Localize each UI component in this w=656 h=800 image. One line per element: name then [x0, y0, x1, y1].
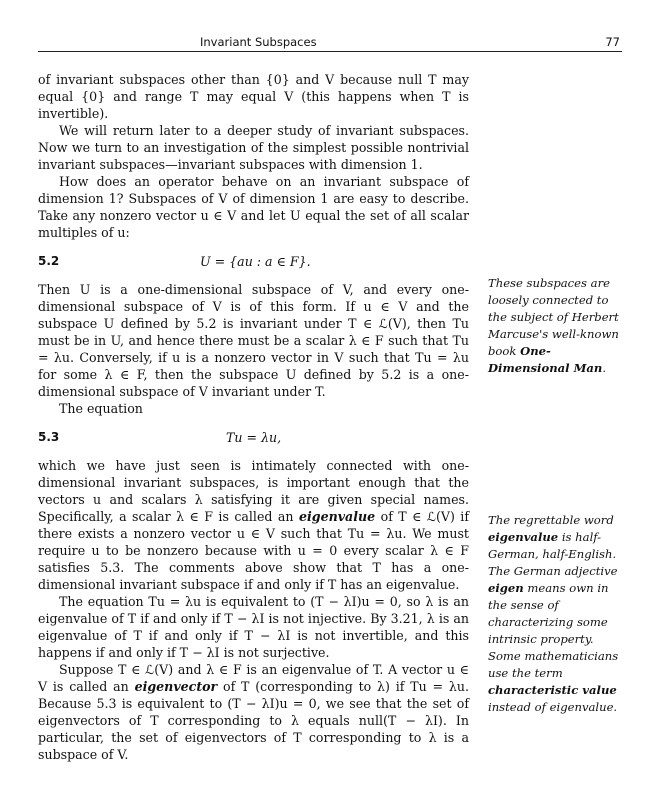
equation-5-2: [38, 241, 469, 281]
paragraph: [38, 661, 469, 763]
running-title: Invariant Subspaces: [200, 35, 317, 49]
note-bold: characteristic value: [488, 683, 617, 697]
main-text: [38, 71, 469, 763]
margin-note-marcuse: [488, 275, 628, 377]
paragraph: How does an operator behave on an invariant subspace of dimension 1? Subspaces of V of dimension 1 are easy to describe. Take any nonzero vector u ∈ V and let U equal the set of all scalar multiples of u:: [38, 174, 469, 240]
text-run: which we have just seen is intimately connected with one-dimensional invariant subspaces, is important enough that the vectors u and scalars λ satisfying it are given special names. Specifically, a scalar λ ∈ F is called an: [38, 458, 469, 524]
note-text: These subspaces are loosely connected to the subject of Herbert Marcuse's well-known book: [488, 276, 619, 358]
note-text: .: [602, 361, 607, 375]
note-bold: eigenvalue: [488, 530, 559, 544]
equation-expression: Tu = λu,: [226, 429, 282, 445]
note-text: instead of eigenvalue.: [488, 700, 618, 714]
paragraph: of invariant subspaces other than {0} and V because null T may equal {0} and range T may equal V (this happens when T is invertible).: [38, 72, 469, 121]
page-number: 77: [605, 35, 620, 49]
term-eigenvalue: eigenvalue: [298, 509, 376, 524]
note-text: means own in the sense of characterizing some intrinsic property. Some mathematicians use the term: [488, 581, 619, 680]
paragraph: [38, 457, 469, 593]
note-bold: eigen: [488, 581, 524, 595]
paragraph: We will return later to a deeper study of invariant subspaces. Now we turn to an investigation of the simplest possible nontrivial invariant subspaces—invariant subspaces with dimension 1.: [38, 123, 469, 172]
paragraph: Then U is a one-dimensional subspace of V, and every one-dimensional subspace of V is of this form. If u ∈ V and the subspace U defined by 5.2 is invariant under T ∈ ℒ(V), then Tu must be in U, and hence there must be a scalar λ ∈ F such that Tu = λu. Conversely, if u is a nonzero vector in V such that Tu = λu for some λ ∈ F, then the subspace U defined by 5.2 is a one-dimensional subspace of V invariant under T.: [38, 282, 469, 399]
note-bold: One-Dimensional Man: [488, 344, 603, 375]
equation-5-3: [38, 417, 469, 457]
text-run: of T ∈ ℒ(V) if there exists a nonzero vector u ∈ V such that Tu = λu. We must require u to be nonzero because with u = 0 every scalar λ ∈ F satisfies 5.3. The comments above show that T has a one-dimensional invariant subspace if and only if T has an eigenvalue.: [38, 509, 469, 592]
paragraph: The equation Tu = λu is equivalent to (T − λI)u = 0, so λ is an eigenvalue of T if and only if T − λI is not injective. By 3.21, λ is an eigenvalue of T if and only if T − λI is not invertible, and this happens if and only if T − λI is not surjective.: [38, 594, 469, 660]
term-eigenvector: eigenvector: [134, 679, 218, 694]
margin-note-eigen: [488, 512, 628, 716]
equation-number: 5.3: [38, 429, 60, 444]
note-text: The regrettable word: [488, 513, 614, 527]
note-text: is half-German, half-English. The German adjective: [488, 530, 618, 578]
text-run: Suppose T ∈ ℒ(V) and λ ∈ F is an eigenvalue of T. A vector u ∈ V is called an: [38, 662, 469, 694]
paragraph: The equation: [59, 401, 143, 416]
text-run: of T (corresponding to λ) if Tu = λu. Because 5.3 is equivalent to (T − λI)u = 0, we see that the set of eigenvectors of T corresponding to λ equals null(T − λI). In particular, the set of eigenvectors of T corresponding to λ is a subspace of V.: [38, 679, 469, 762]
equation-expression: U = {au : a ∈ F}.: [200, 253, 311, 269]
equation-number: 5.2: [38, 253, 60, 268]
running-header: [38, 35, 622, 52]
